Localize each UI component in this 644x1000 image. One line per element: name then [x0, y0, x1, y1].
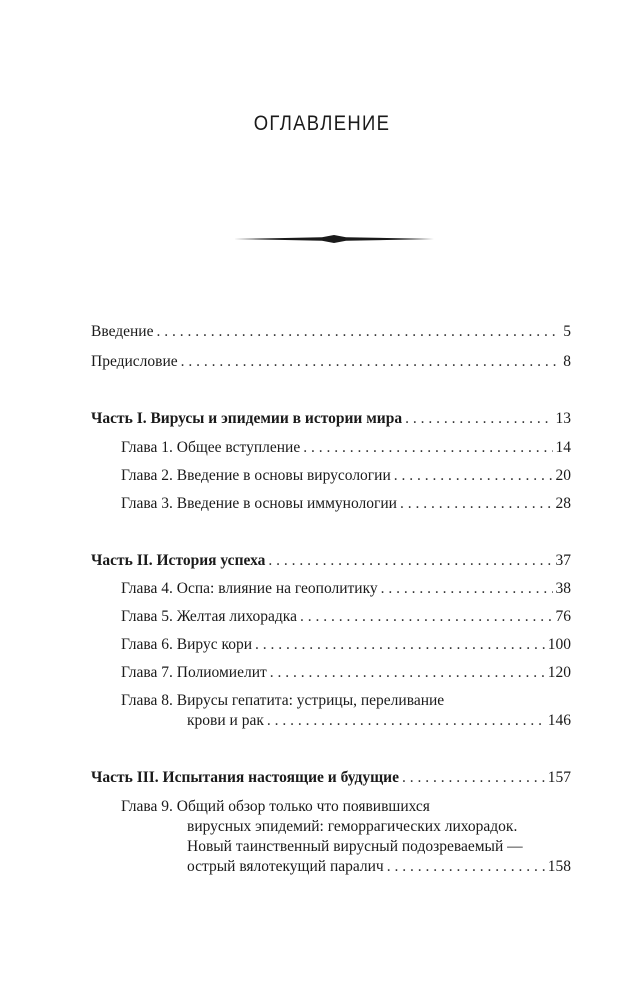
toc-page-number: 5	[563, 323, 571, 340]
toc-entry-label: Глава 7. Полиомиелит	[121, 664, 267, 681]
toc-entry-label: Введение	[91, 323, 154, 340]
toc-chapter-9[interactable]	[121, 797, 571, 877]
toc-page-number: 14	[555, 439, 571, 456]
leader-dots	[402, 768, 545, 788]
leader-dots	[300, 607, 553, 627]
page-title: ОГЛАВЛЕНИЕ	[253, 112, 391, 135]
toc-entry-label-cont: крови и рак	[187, 712, 264, 729]
toc-chapter-8[interactable]	[121, 691, 571, 731]
toc-part-2[interactable]	[91, 551, 571, 571]
toc-page-number: 76	[555, 608, 571, 625]
toc-chapter-3[interactable]	[121, 494, 571, 514]
toc-entry-preface[interactable]	[91, 352, 571, 372]
leader-dots	[270, 663, 545, 683]
toc-entry-label: Глава 4. Оспа: влияние на геополитику	[121, 580, 378, 597]
toc-chapter-7[interactable]	[121, 663, 571, 683]
leader-dots	[387, 857, 545, 877]
ornament-divider	[234, 232, 434, 246]
leader-dots	[400, 494, 553, 514]
leader-dots	[255, 635, 545, 655]
toc-chapter-5[interactable]	[121, 607, 571, 627]
toc-chapter-6[interactable]	[121, 635, 571, 655]
leader-dots	[381, 579, 553, 599]
toc-chapter-4[interactable]	[121, 579, 571, 599]
toc-entry-label-cont: острый вялотекущий паралич	[187, 858, 384, 875]
toc-chapter-1[interactable]	[121, 438, 571, 458]
leader-dots	[394, 466, 553, 486]
toc-page-number: 38	[555, 580, 571, 597]
toc-entry-intro[interactable]	[91, 322, 571, 342]
toc-page-number: 8	[563, 353, 571, 370]
leader-dots	[303, 438, 552, 458]
toc-page-number: 146	[547, 712, 571, 729]
toc-entry-label: Предисловие	[91, 353, 178, 370]
leader-dots	[181, 352, 561, 372]
toc-entry-label: Глава 6. Вирус кори	[121, 636, 253, 653]
toc-page-number: 13	[555, 410, 571, 427]
toc-page-number: 28	[555, 495, 571, 512]
toc-part-label: Часть III. Испытания настоящие и будущие	[91, 769, 399, 786]
toc-entry-label: Глава 5. Желтая лихорадка	[121, 608, 297, 625]
toc-entry-label: Глава 1. Общее вступление	[121, 439, 301, 456]
toc-page-number: 20	[555, 467, 571, 484]
toc-entry-label: Глава 3. Введение в основы иммунологии	[121, 495, 397, 512]
toc-part-label: Часть I. Вирусы и эпидемии в истории мира	[91, 410, 403, 427]
toc-entry-label-cont: вирусных эпидемий: геморрагических лихорадок.	[187, 818, 518, 835]
toc-part-1[interactable]	[91, 409, 571, 429]
leader-dots	[405, 409, 552, 429]
toc-chapter-2[interactable]	[121, 466, 571, 486]
toc-part-3[interactable]	[91, 768, 571, 788]
toc-page-number: 37	[555, 552, 571, 569]
toc-page-number: 157	[547, 769, 571, 786]
toc-entry-label: Глава 9. Общий обзор только что появившихся	[121, 798, 430, 815]
toc-page-number: 100	[547, 636, 571, 653]
toc-page-number: 158	[547, 858, 571, 875]
toc-entry-label-cont: Новый таинственный вирусный подозреваемый —	[187, 838, 523, 855]
leader-dots	[156, 322, 560, 342]
leader-dots	[267, 711, 545, 731]
toc-entry-label: Глава 2. Введение в основы вирусологии	[121, 467, 391, 484]
toc-part-label: Часть II. История успеха	[91, 552, 266, 569]
toc-entry-label: Глава 8. Вирусы гепатита: устрицы, переливание	[121, 692, 445, 709]
leader-dots	[268, 551, 552, 571]
toc-page-number: 120	[547, 664, 571, 681]
